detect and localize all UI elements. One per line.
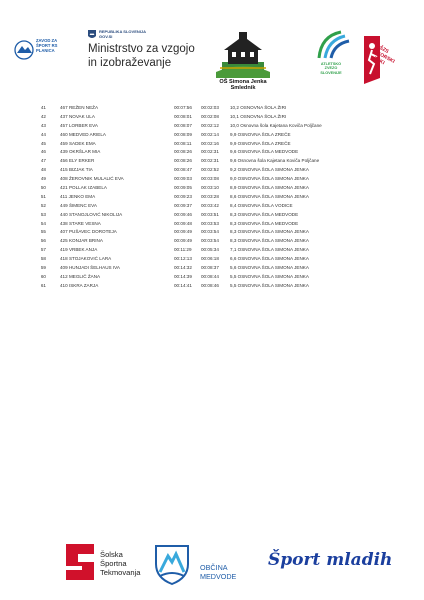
result-points-school: 10,2 OSNOVNA ŠOLA ŽIRI	[230, 105, 287, 110]
runner-icon	[311, 28, 351, 62]
result-time: 00:08:01	[174, 113, 192, 119]
result-name: 411 JENKO EMA	[60, 193, 96, 199]
table-row	[0, 211, 424, 220]
result-points-school: 9,6 OSNOVNA ŠOLA MEDVODE	[230, 149, 299, 155]
result-name: 456 ELY ERKER	[60, 158, 95, 164]
result-points-school: 7,1 OSNOVNA ŠOLA SIMONA JENKA	[230, 247, 309, 253]
table-row	[0, 148, 424, 157]
result-gap: 00:02:16	[201, 140, 219, 146]
result-name: 449 ŠIMENC EVA	[60, 202, 97, 208]
result-name: 459 SADEK EMA	[60, 140, 96, 146]
result-place: 60	[40, 273, 46, 279]
table-row	[0, 202, 424, 211]
result-points-school: 9,2 OSNOVNA ŠOLA SIMONA JENKA	[230, 167, 309, 173]
results-table	[0, 104, 424, 291]
result-points-school: 6,6 OSNOVNA ŠOLA SIMONA JENKA	[230, 256, 309, 262]
table-row	[0, 140, 424, 149]
solska-sportna-tekmovanja-logo	[62, 540, 142, 590]
result-time: 00:11:29	[174, 247, 192, 253]
result-points-school: 5,5 OSNOVNA ŠOLA SIMONA JENKA	[230, 273, 309, 279]
result-time: 00:09:49	[174, 229, 192, 235]
result-points-school: 8,3 OSNOVNA ŠOLA SIMONA JENKA	[230, 229, 309, 235]
result-gap: 00:08:37	[201, 265, 219, 271]
table-row	[0, 175, 424, 184]
result-name: 412 MEGLIČ ŽANA	[60, 273, 101, 279]
result-place: 58	[40, 256, 46, 262]
result-time: 00:09:23	[174, 193, 192, 199]
result-time: 00:08:09	[174, 131, 192, 137]
result-time: 00:08:26	[174, 158, 192, 164]
result-gap: 00:02:52	[201, 167, 219, 173]
ministry-title-line2: in izobraževanje	[88, 57, 172, 69]
result-time: 00:14:39	[174, 273, 192, 279]
result-name: 438 STARE VESNA	[60, 220, 101, 226]
table-row	[0, 184, 424, 193]
result-place: 41	[40, 105, 46, 110]
result-name: 460 MEDVED ARIELA	[60, 131, 106, 137]
table-row	[0, 220, 424, 229]
result-name: 437 NOVAK ULA	[60, 113, 95, 119]
school-name-line2: Smlednik	[230, 85, 256, 91]
gorski-teki-logo	[360, 32, 404, 88]
result-name: 440 STANOJLOVIĆ NIKOLIJA	[60, 211, 123, 217]
result-gap: 00:03:54	[201, 229, 219, 235]
result-gap: 00:03:10	[201, 185, 219, 191]
result-gap: 00:08:44	[201, 273, 219, 279]
result-time: 00:09:03	[174, 176, 192, 182]
table-row	[0, 113, 424, 122]
result-gap: 00:05:34	[201, 247, 219, 253]
atletska-zveza-logo	[311, 28, 351, 82]
table-row	[0, 273, 424, 282]
obcina-crest-icon	[150, 542, 194, 586]
result-name: 415 BIZJAK TIA	[60, 167, 93, 173]
result-points-school: 5,6 OSNOVNA ŠOLA SIMONA JENKA	[230, 265, 309, 271]
sport-mladih-text: Šport mladih	[268, 550, 393, 570]
sport-mladih-logo	[262, 544, 393, 584]
result-gap: 00:02:08	[201, 113, 219, 119]
result-time: 00:08:26	[174, 149, 192, 155]
result-name: 407 PUŠAVEC DOROTEJA	[60, 229, 117, 235]
result-gap: 00:02:03	[201, 105, 219, 110]
result-gap: 00:02:14	[201, 131, 219, 137]
result-gap: 00:03:54	[201, 238, 219, 244]
page-header	[0, 0, 424, 95]
result-place: 59	[40, 265, 46, 271]
zavod-mark-icon	[14, 40, 34, 60]
result-place: 57	[40, 247, 46, 253]
result-time: 00:08:11	[174, 140, 192, 146]
result-time: 00:09:48	[174, 220, 192, 226]
result-points-school: 5,5 OSNOVNA ŠOLA SIMONA JENKA	[230, 282, 309, 288]
table-row	[0, 104, 424, 113]
result-time: 00:08:47	[174, 167, 192, 173]
ministry-title-line1: Ministrstvo za vzgojo	[88, 43, 195, 55]
table-row	[0, 255, 424, 264]
result-time: 00:08:07	[174, 122, 192, 128]
result-place: 46	[40, 149, 46, 155]
result-place: 47	[40, 158, 46, 164]
result-points-school: 10,1 OSNOVNA ŠOLA ŽIRI	[230, 113, 287, 119]
table-row	[0, 166, 424, 175]
result-time: 00:14:32	[174, 265, 192, 271]
result-place: 61	[40, 282, 46, 288]
sst-mark-icon	[62, 540, 98, 584]
ministry-logo	[88, 26, 203, 76]
table-row	[0, 237, 424, 246]
result-place: 55	[40, 229, 46, 235]
result-place: 45	[40, 140, 46, 146]
result-time: 00:14:41	[174, 282, 192, 288]
result-points-school: 8,3 OSNOVNA ŠOLA MEDVODE	[230, 220, 299, 226]
result-place: 44	[40, 131, 46, 137]
result-place: 54	[40, 220, 46, 226]
zavod-text: ZAVOD ZA ŠPORT RS PLANICA	[36, 38, 58, 54]
result-points-school: 8,3 OSNOVNA ŠOLA MEDVODE	[230, 211, 299, 217]
crest-icon	[88, 30, 96, 40]
result-place: 49	[40, 176, 46, 182]
table-row	[0, 228, 424, 237]
result-gap: 00:03:28	[201, 193, 219, 199]
result-name: 421 POLLAK IZABELA	[60, 185, 107, 191]
table-row	[0, 193, 424, 202]
result-points-school: 8,3 OSNOVNA ŠOLA SIMONA JENKA	[230, 238, 309, 244]
school-building-icon	[210, 32, 276, 78]
result-place: 53	[40, 211, 46, 217]
ministry-small-text: REPUBLIKA SLOVENIJA GOV.SI	[99, 29, 146, 39]
result-place: 42	[40, 113, 46, 119]
result-gap: 00:03:42	[201, 202, 219, 208]
result-time: 00:09:49	[174, 238, 192, 244]
result-name: 467 REŽEN NEŽA	[60, 105, 99, 110]
school-logo	[210, 32, 276, 90]
result-place: 50	[40, 185, 46, 191]
result-points-school: 10,0 Osnovna šola Kajetana Koviča Poljčane	[230, 122, 322, 128]
table-row	[0, 122, 424, 131]
school-name-line1: OŠ Simona Jenka	[219, 79, 267, 85]
result-place: 43	[40, 122, 46, 128]
result-gap: 00:02:12	[201, 122, 219, 128]
result-name: 418 STOJAKOVIĆ LARA	[60, 256, 112, 262]
result-place: 52	[40, 202, 46, 208]
result-name: 410 ISKRA ZARJA	[60, 282, 99, 288]
result-gap: 00:08:46	[201, 282, 219, 288]
result-gap: 00:02:31	[201, 158, 219, 164]
zavod-planica-logo	[14, 34, 80, 70]
result-gap: 00:03:51	[201, 211, 219, 217]
result-points-school: 8,9 OSNOVNA ŠOLA SIMONA JENKA	[230, 185, 309, 191]
result-name: 408 ŽEROVNIK MULALIĆ EVA	[60, 176, 124, 182]
atletska-text: ATLETSKO ZVEZO SLOVENIJE	[320, 62, 342, 75]
result-gap: 00:02:31	[201, 149, 219, 155]
result-gap: 00:03:53	[201, 220, 219, 226]
page-footer	[0, 530, 424, 600]
table-row	[0, 264, 424, 273]
result-name: 439 OKRŠLAR MIA	[60, 149, 101, 155]
result-gap: 00:06:18	[201, 256, 219, 262]
obcina-medvode-logo	[150, 542, 237, 586]
result-name: 409 HUNJADI ŠELHAUS IVA	[60, 265, 120, 271]
result-name: 419 VRBEK ANJA	[60, 247, 98, 253]
obcina-text: OBČINA MEDVODE	[200, 563, 237, 581]
table-row	[0, 131, 424, 140]
result-points-school: 8,4 OSNOVNA ŠOLA VODICE	[230, 202, 293, 208]
result-time: 00:09:05	[174, 185, 192, 191]
result-points-school: 8,6 OSNOVNA ŠOLA SIMONA JENKA	[230, 193, 309, 199]
result-points-school: 9,9 OSNOVNA ŠOLA ZREČE	[230, 131, 291, 137]
result-time: 00:12:13	[174, 256, 192, 262]
result-place: 48	[40, 167, 46, 173]
result-place: 56	[40, 238, 46, 244]
result-place: 51	[40, 193, 46, 199]
result-name: 425 KONJAR BRINA	[60, 238, 103, 244]
result-name: 457 LORBER EVA	[60, 122, 98, 128]
result-points-school: 9,0 OSNOVNA ŠOLA SIMONA JENKA	[230, 176, 309, 182]
table-row	[0, 282, 424, 291]
gorski-teki-text: ŠZS GORSKI TEKI	[372, 45, 396, 67]
table-row	[0, 246, 424, 255]
table-row	[0, 157, 424, 166]
result-points-school: 9,6 Osnovna šola Kajetana Koviča Poljčane	[230, 158, 320, 164]
result-time: 00:07:56	[174, 105, 192, 110]
sst-text: Šolska Športna Tekmovanja	[100, 550, 141, 577]
result-time: 00:09:37	[174, 202, 192, 208]
result-gap: 00:03:08	[201, 176, 219, 182]
result-time: 00:09:46	[174, 211, 192, 217]
result-points-school: 9,9 OSNOVNA ŠOLA ZREČE	[230, 140, 291, 146]
